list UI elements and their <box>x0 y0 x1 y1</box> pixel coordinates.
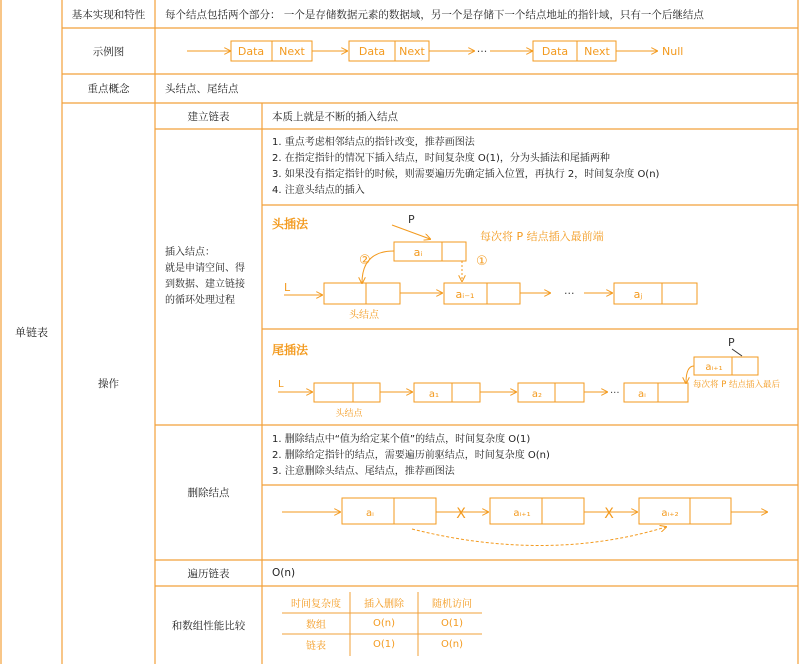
tail-insert-note: 每次将 P 结点插入最后 <box>693 380 781 390</box>
head-insert-note: 每次将 P 结点插入最前端 <box>480 230 604 243</box>
pointer-p: P <box>728 336 735 349</box>
insert-point: 4. 注意头结点的插入 <box>272 185 365 196</box>
insert-label-line: 的循环处理过程 <box>165 295 235 306</box>
delete-point: 1. 删除结点中“值为给定某个值”的结点，时间复杂度 O(1) <box>272 434 531 445</box>
head-node-label: 头结点 <box>335 409 363 419</box>
insert-point: 1. 重点考虑相邻结点的指针改变，推荐画图法 <box>272 137 475 148</box>
compare-cell: O(1) <box>372 639 396 650</box>
node-data-text: Data <box>541 45 569 58</box>
node-ai-plus-1: aᵢ₊₁ <box>513 508 531 519</box>
head-node-label: 头结点 <box>349 310 379 321</box>
delete-label: 删除结点 <box>187 487 230 499</box>
list-head-L: L <box>284 281 291 294</box>
cut-mark: X <box>604 506 614 522</box>
node-ai: aᵢ <box>366 508 374 519</box>
tail-insert-diagram <box>262 329 798 425</box>
delete-point: 3. 注意删除头结点、尾结点，推荐画图法 <box>272 466 455 477</box>
compare-cell: O(1) <box>440 618 464 629</box>
tail-insert-title: 尾插法 <box>272 343 309 357</box>
compare-header: 随机访问 <box>432 599 472 610</box>
insert-points <box>272 135 792 199</box>
pointer-p: P <box>408 213 415 226</box>
insert-point: 2. 在指定指针的情况下插入结点，时间复杂度 O(1)，分为头插法和尾插两种 <box>272 153 610 164</box>
list-head-L: L <box>278 379 284 390</box>
node-aj: aⱼ <box>633 288 643 301</box>
compare-cell: O(n) <box>440 639 463 650</box>
cut-mark: X <box>456 506 466 522</box>
node-a1: a₁ <box>428 389 440 400</box>
diagram-label: 示例图 <box>92 45 125 58</box>
step-2: ② <box>359 253 371 268</box>
node-data-text: Data <box>358 45 386 58</box>
create-label: 建立链表 <box>187 110 230 123</box>
traverse-label: 遍历链表 <box>187 567 230 580</box>
null-text: Null <box>662 45 684 58</box>
node-box <box>414 383 480 402</box>
delete-diagram <box>262 485 798 560</box>
node-box <box>639 498 731 524</box>
ellipsis: ··· <box>564 287 575 300</box>
ops-label: 操作 <box>98 378 119 390</box>
ellipsis: ··· <box>476 45 488 58</box>
insert-label <box>165 129 262 425</box>
compare-cell: O(n) <box>372 618 395 629</box>
node-box <box>694 357 758 375</box>
concept-text: 头结点、尾结点 <box>165 83 239 95</box>
node-next-text: Next <box>399 45 425 58</box>
traverse-value: O(n) <box>272 567 296 579</box>
concept-label: 重点概念 <box>87 83 130 95</box>
delete-points <box>272 432 792 480</box>
node-box <box>518 383 584 402</box>
example-diagram <box>155 28 798 74</box>
section-title: 单链表 <box>15 326 48 339</box>
node-box <box>314 383 380 402</box>
node-ai-plus-1: aᵢ₊₁ <box>705 362 723 373</box>
compare-header: 时间复杂度 <box>291 599 341 610</box>
compare-cell: 数组 <box>306 620 326 631</box>
delete-point: 2. 删除给定指针的结点，需要遍历前驱结点，时间复杂度 O(n) <box>272 450 550 461</box>
basic-text: 每个结点包括两个部分： 一个是存储数据元素的数据域，另一个是存储下一个结点地址的指针域，只有一个后继结点 <box>165 8 704 21</box>
basic-label: 基本实现和特性 <box>71 8 146 21</box>
insert-label-line: 插入结点： <box>165 247 215 258</box>
node-box <box>324 283 400 304</box>
insert-label-line: 就是申请空间、得 <box>165 263 245 274</box>
compare-cell: 链表 <box>306 641 326 652</box>
node-ai: aᵢ <box>638 389 646 400</box>
node-a2: a₂ <box>531 389 543 400</box>
ellipsis: ··· <box>610 388 620 399</box>
node-data-text: Data <box>237 45 265 58</box>
node-ai: aᵢ <box>413 246 423 259</box>
compare-label: 和数组性能比较 <box>171 619 246 632</box>
node-next-text: Next <box>584 45 610 58</box>
node-box <box>342 498 436 524</box>
node-ai-minus-1: aᵢ₋₁ <box>455 288 475 301</box>
create-text: 本质上就是不断的插入结点 <box>272 110 398 123</box>
step-1: ① <box>476 254 488 269</box>
node-box <box>490 498 584 524</box>
node-box <box>614 283 697 304</box>
node-box <box>394 242 466 261</box>
node-box <box>624 383 688 402</box>
head-insert-title: 头插法 <box>272 217 309 231</box>
node-next-text: Next <box>279 45 305 58</box>
head-insert-diagram <box>262 205 798 329</box>
insert-point: 3. 如果没有指定指针的时候，则需要遍历先确定插入位置，再执行 2，时间复杂度 O(n) <box>272 169 660 180</box>
compare-header: 插入删除 <box>364 599 404 610</box>
insert-label-line: 到数据、建立链接 <box>165 279 245 290</box>
node-ai-plus-2: aᵢ₊₂ <box>661 508 679 519</box>
